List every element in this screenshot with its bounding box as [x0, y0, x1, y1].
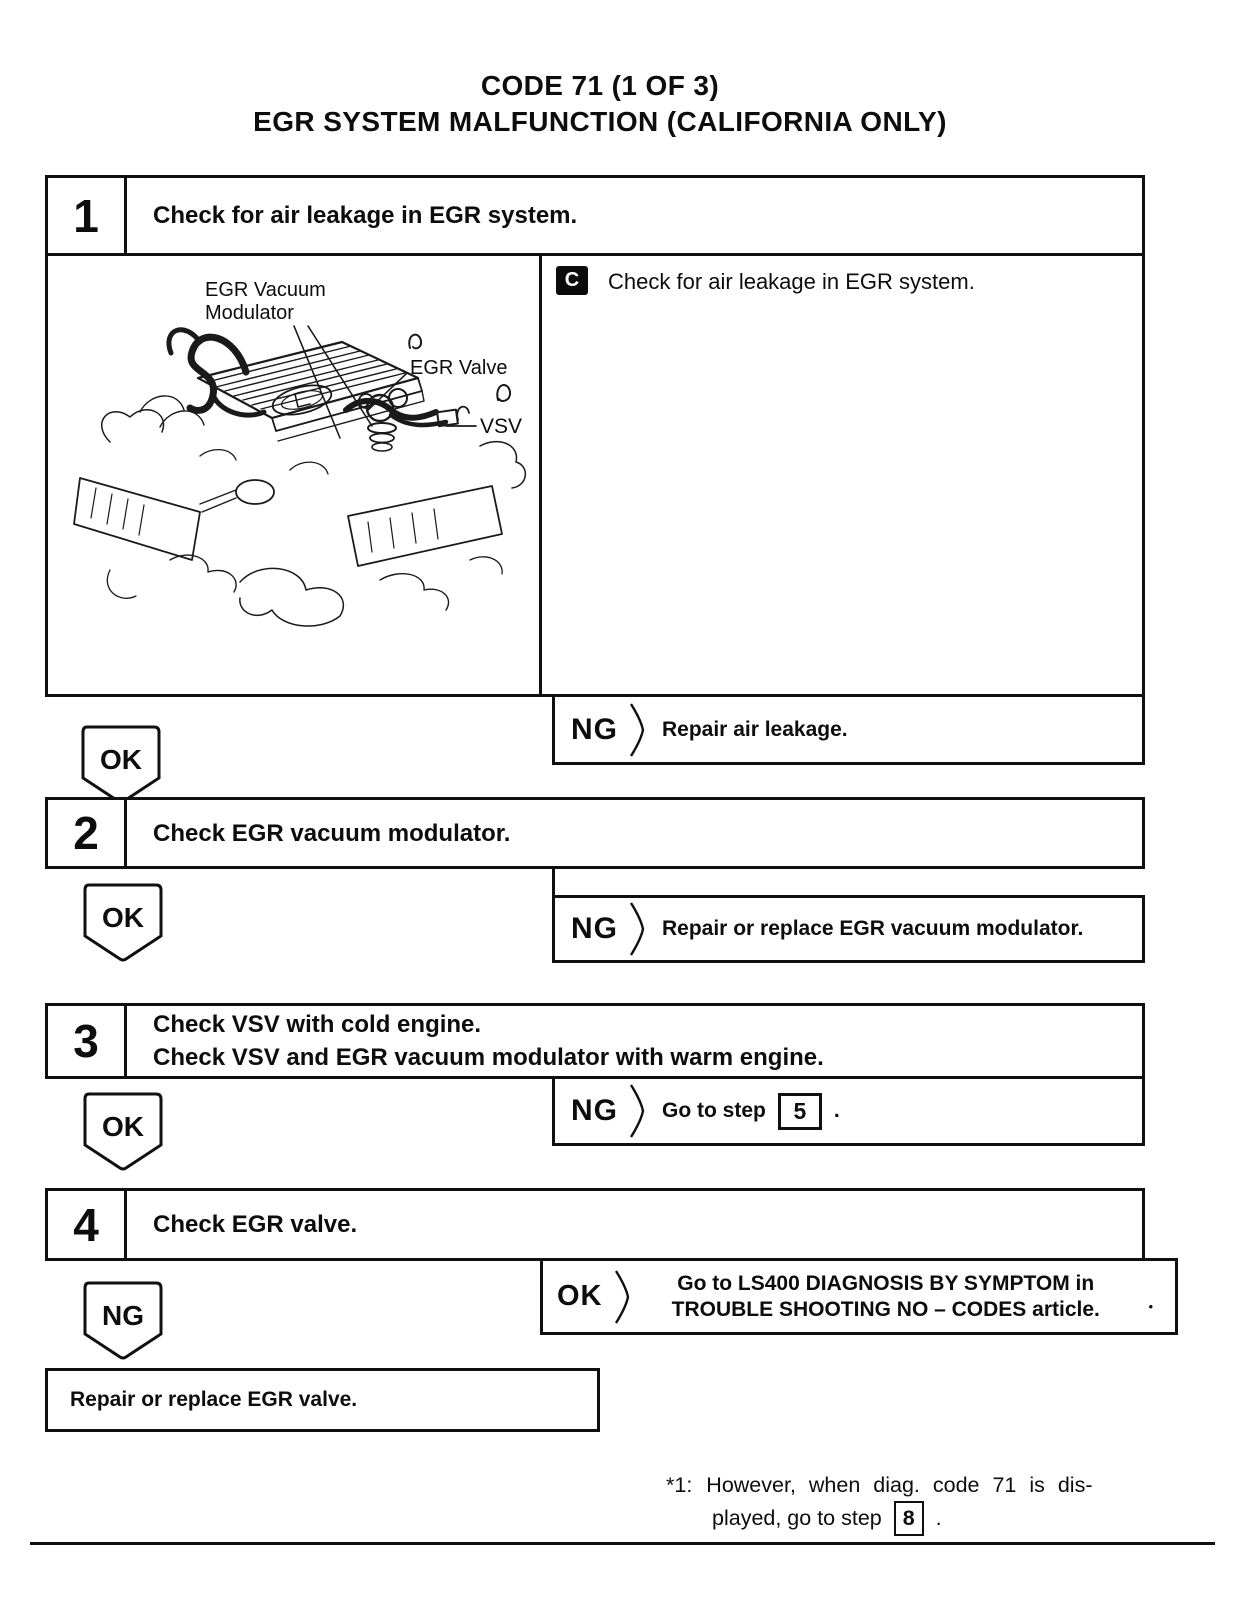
footnote-label: *1: [666, 1473, 693, 1497]
step2-ok-badge [80, 882, 166, 964]
footnote-period: . [935, 1506, 942, 1530]
page-title [0, 68, 1200, 140]
branch-bracket-icon [628, 702, 646, 758]
step4-result-box [45, 1368, 600, 1432]
step2-number: 2 [48, 800, 127, 866]
footnote-line1: However, when diag. code 71 is dis- [706, 1473, 1093, 1497]
step4-ok-label: OK [557, 1280, 603, 1312]
step3-ok-label: OK [102, 1111, 144, 1142]
instruction-text: Check for air leakage in EGR system. [608, 269, 975, 294]
step4-ng-badge [80, 1280, 166, 1362]
step1-ok-label: OK [100, 744, 142, 775]
label-vsv: VSV [480, 415, 523, 438]
step1-ng-text: Repair air leakage. [662, 717, 848, 741]
footnote [666, 1470, 1166, 1536]
page-bottom-rule [30, 1542, 1215, 1545]
step3-ng-text: Go to step [662, 1099, 766, 1122]
step4-ng-label: NG [102, 1300, 144, 1331]
footnote-ref-dot: • [1148, 1299, 1153, 1314]
step1-instruction-panel [542, 256, 1142, 694]
step4-ok-line2: TROUBLE SHOOTING NO – CODES article. [671, 1297, 1100, 1321]
step3-ng-period: . [833, 1099, 840, 1122]
step3-ng-box [552, 1076, 1145, 1146]
step1-ng-label: NG [571, 712, 618, 746]
footnote-step-ref: 8 [894, 1501, 924, 1536]
step3-ng-label: NG [571, 1094, 618, 1127]
engine-diagram [50, 260, 538, 696]
label-egr-vacuum-modulator-line2: Modulator [205, 302, 294, 324]
step4-result-text: Repair or replace EGR valve. [70, 1388, 358, 1411]
step2-ng-connector [552, 866, 555, 898]
step1-number: 1 [48, 178, 127, 253]
step3-question-line1: Check VSV with cold engine. [153, 1011, 482, 1038]
step4-number: 4 [48, 1191, 127, 1258]
step4-question: Check EGR valve. [153, 1211, 358, 1238]
branch-bracket-icon [628, 1083, 646, 1139]
step2-ng-box [552, 895, 1145, 963]
step4-box [45, 1188, 1145, 1261]
step2-ng-label: NG [571, 912, 618, 945]
label-egr-vacuum-modulator-line1: EGR Vacuum [205, 279, 326, 301]
branch-bracket-icon [613, 1269, 631, 1325]
step3-ok-badge [80, 1091, 166, 1173]
step1-box [45, 175, 1145, 697]
step2-ng-text: Repair or replace EGR vacuum modulator. [662, 917, 1084, 940]
step2-question: Check EGR vacuum modulator. [153, 819, 511, 847]
step4-ok-box [540, 1258, 1178, 1335]
title-line2: EGR SYSTEM MALFUNCTION (CALIFORNIA ONLY) [253, 106, 947, 137]
step1-question: Check for air leakage in EGR system. [153, 202, 578, 229]
step3-box [45, 1003, 1145, 1079]
step2-box [45, 797, 1145, 869]
branch-bracket-icon [628, 901, 646, 957]
step1-ng-box [552, 694, 1145, 765]
step3-goto-step-ref: 5 [778, 1093, 822, 1130]
title-line1: CODE 71 (1 OF 3) [480, 70, 720, 101]
step1-ok-badge [78, 724, 164, 806]
step3-number: 3 [48, 1006, 127, 1076]
footnote-line2: played, go to step [712, 1506, 882, 1530]
instruction-c-badge: C [556, 266, 588, 295]
step2-ok-label: OK [102, 902, 144, 933]
label-egr-valve: EGR Valve [410, 357, 508, 379]
step3-question-line2: Check VSV and EGR vacuum modulator with warm engine. [153, 1044, 824, 1071]
step4-ok-line1: Go to LS400 DIAGNOSIS BY SYMPTOM in [677, 1271, 1095, 1295]
